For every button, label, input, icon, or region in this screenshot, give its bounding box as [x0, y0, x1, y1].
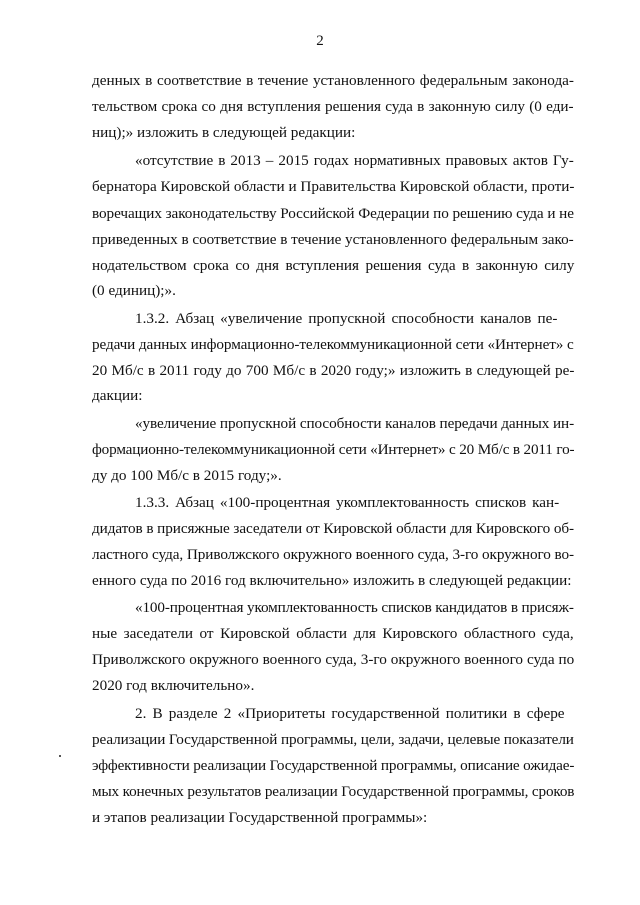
text-line: приведенных в соответствие в течение установленного федеральным зако- [92, 231, 574, 248]
text-line: формационно-телекоммуникационной сети «Интернет» с 20 Мб/с в 2011 го- [92, 441, 575, 458]
text-line: «отсутствие в 2013 – 2015 годах нормативных правовых актов Гу- [135, 152, 574, 169]
text-line: енного суда по 2016 год включительно» изложить в следующей редакции: [92, 572, 572, 589]
text-line: тельством срока со дня вступления решения суда в законную силу (0 еди- [92, 98, 574, 115]
page-number: 2 [316, 33, 324, 49]
text-line: ниц);» изложить в следующей редакции: [92, 124, 356, 141]
text-line: «100-процентная укомплектованность списков кандидатов в присяж- [135, 599, 574, 616]
text-line: нодательством срока со дня вступления решения суда в законную силу [92, 257, 575, 274]
text-line: 20 Мб/с в 2011 году до 700 Мб/с в 2020 году;» изложить в следующей ре- [92, 362, 575, 379]
text-line: Приволжского окружного военного суда, 3-го окружного военного суда по [92, 651, 575, 668]
text-line: реализации Государственной программы, цели, задачи, целевые показатели [92, 731, 574, 748]
text-line: мых конечных результатов реализации Государственной программы, сроков [92, 783, 575, 800]
text-line: 1.3.3. Абзац «100-процентная укомплектованность списков кан- [135, 494, 560, 511]
text-line: дакции: [92, 387, 143, 404]
text-line: дидатов в присяжные заседатели от Кировской области для Кировского об- [92, 520, 574, 537]
text-line: 1.3.2. Абзац «увеличение пропускной способности каналов пе- [135, 310, 558, 327]
text-line: 2020 год включительно». [92, 677, 255, 694]
text-line: (0 единиц);». [92, 282, 176, 299]
text-line: редачи данных информационно-телекоммуникационной сети «Интернет» с [92, 336, 574, 353]
text-line: эффективности реализации Государственной программы, описание ожидае- [92, 757, 575, 774]
text-line: денных в соответствие в течение установленного федеральным законода- [92, 72, 574, 89]
text-line: 2. В разделе 2 «Приоритеты государственной политики в сфере [135, 705, 565, 722]
text-line: бернатора Кировской области и Правительства Кировской области, проти- [92, 178, 575, 195]
text-line: «увеличение пропускной способности каналов передачи данных ин- [135, 415, 575, 432]
text-line: воречащих законодательству Российской Федерации по решению суда и не [92, 205, 574, 222]
text-line: ду до 100 Мб/с в 2015 году;». [92, 467, 282, 484]
scan-speck [59, 755, 61, 757]
text-line: ные заседатели от Кировской области для Кировского областного суда, [92, 625, 574, 642]
text-line: и этапов реализации Государственной программы»: [92, 809, 428, 826]
text-line: ластного суда, Приволжского окружного военного суда, 3-го окружного во- [92, 546, 575, 563]
